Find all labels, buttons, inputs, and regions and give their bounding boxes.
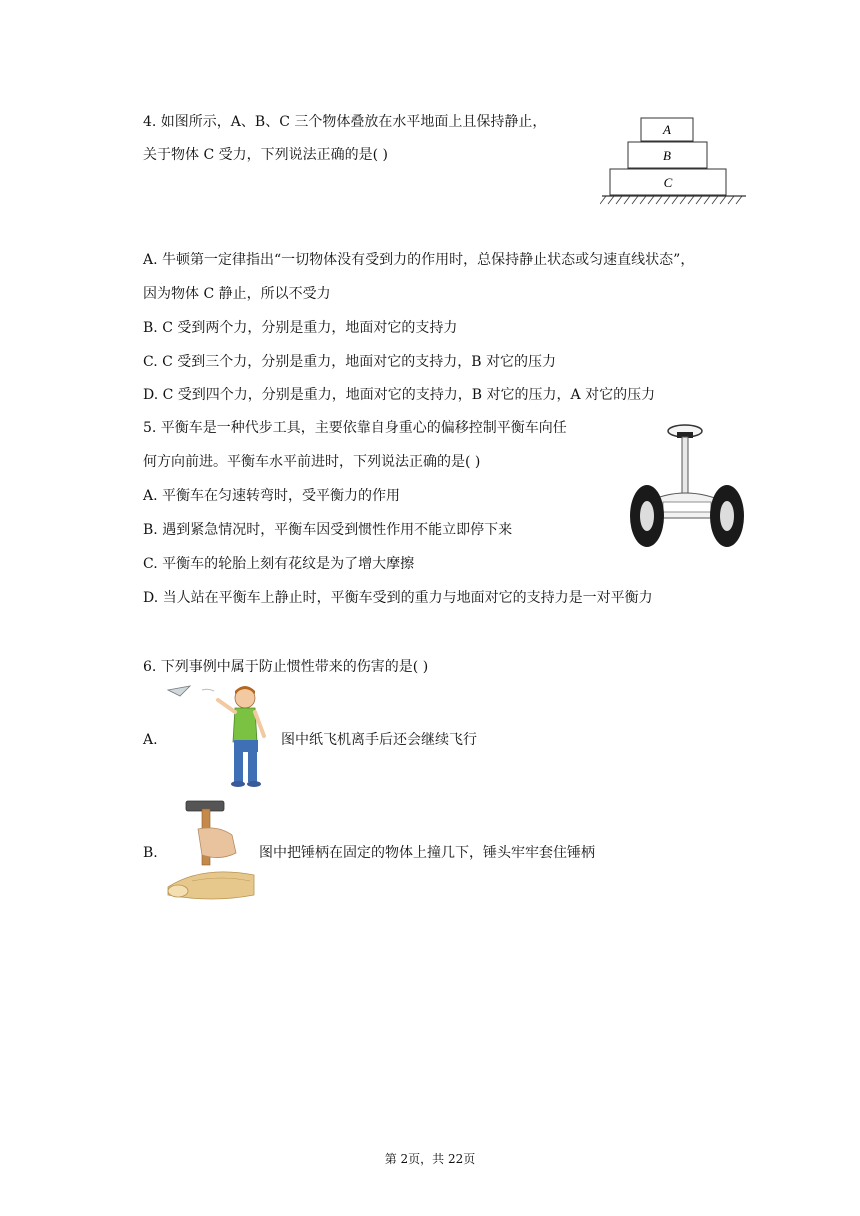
- stacked-blocks-figure: [600, 112, 750, 210]
- block-b-label: B: [663, 148, 671, 163]
- q6-option-a-text: 图中纸飞机离手后还会继续飞行: [281, 732, 477, 748]
- q5-option-b: B. 遇到紧急情况时，平衡车因受到惯性作用不能立即停下来: [143, 522, 513, 538]
- q5-option-c: C. 平衡车的轮胎上刻有花纹是为了增大摩擦: [143, 556, 415, 572]
- block-a-label: A: [663, 122, 671, 137]
- q6-option-b-letter: B.: [143, 845, 158, 861]
- q6-option-a-letter: A.: [143, 732, 158, 748]
- q4-stem-line2: 关于物体 C 受力，下列说法正确的是( ): [143, 147, 388, 163]
- q4-option-a-line1: A. 牛顿第一定律指出“一切物体没有受到力的作用时，总保持静止状态或匀速直线状态”，: [143, 252, 695, 268]
- hammer-handle-image: [162, 795, 260, 905]
- q4-option-a-line2: 因为物体 C 静止，所以不受力: [143, 286, 331, 302]
- q6-option-b-text: 图中把锤柄在固定的物体上撞几下，锤头牢牢套住锤柄: [259, 845, 595, 861]
- q4-option-d: D. C 受到四个力，分别是重力，地面对它的支持力，B 对它的压力，A 对它的压力: [143, 387, 656, 403]
- q5-stem-line2: 何方向前进。平衡车水平前进时，下列说法正确的是( ): [143, 454, 481, 470]
- q4-option-b: B. C 受到两个力，分别是重力，地面对它的支持力: [143, 320, 458, 336]
- page-footer: 第 2页，共 22页: [384, 1152, 476, 1166]
- balance-scooter-image: [625, 420, 750, 552]
- q4-option-c: C. C 受到三个力，分别是重力，地面对它的支持力，B 对它的压力: [143, 354, 557, 370]
- block-c-label: C: [663, 175, 673, 190]
- q4-stem-line1: 4. 如图所示，A、B、C 三个物体叠放在水平地面上且保持静止，: [143, 114, 547, 130]
- q5-stem-line1: 5. 平衡车是一种代步工具，主要依靠自身重心的偏移控制平衡车向任: [143, 420, 567, 436]
- boy-paper-plane-image: [162, 682, 282, 792]
- q5-option-a: A. 平衡车在匀速转弯时，受平衡力的作用: [143, 488, 401, 504]
- q6-stem: 6. 下列事例中属于防止惯性带来的伤害的是( ): [143, 659, 429, 675]
- q5-option-d: D. 当人站在平衡车上静止时，平衡车受到的重力与地面对它的支持力是一对平衡力: [143, 590, 653, 606]
